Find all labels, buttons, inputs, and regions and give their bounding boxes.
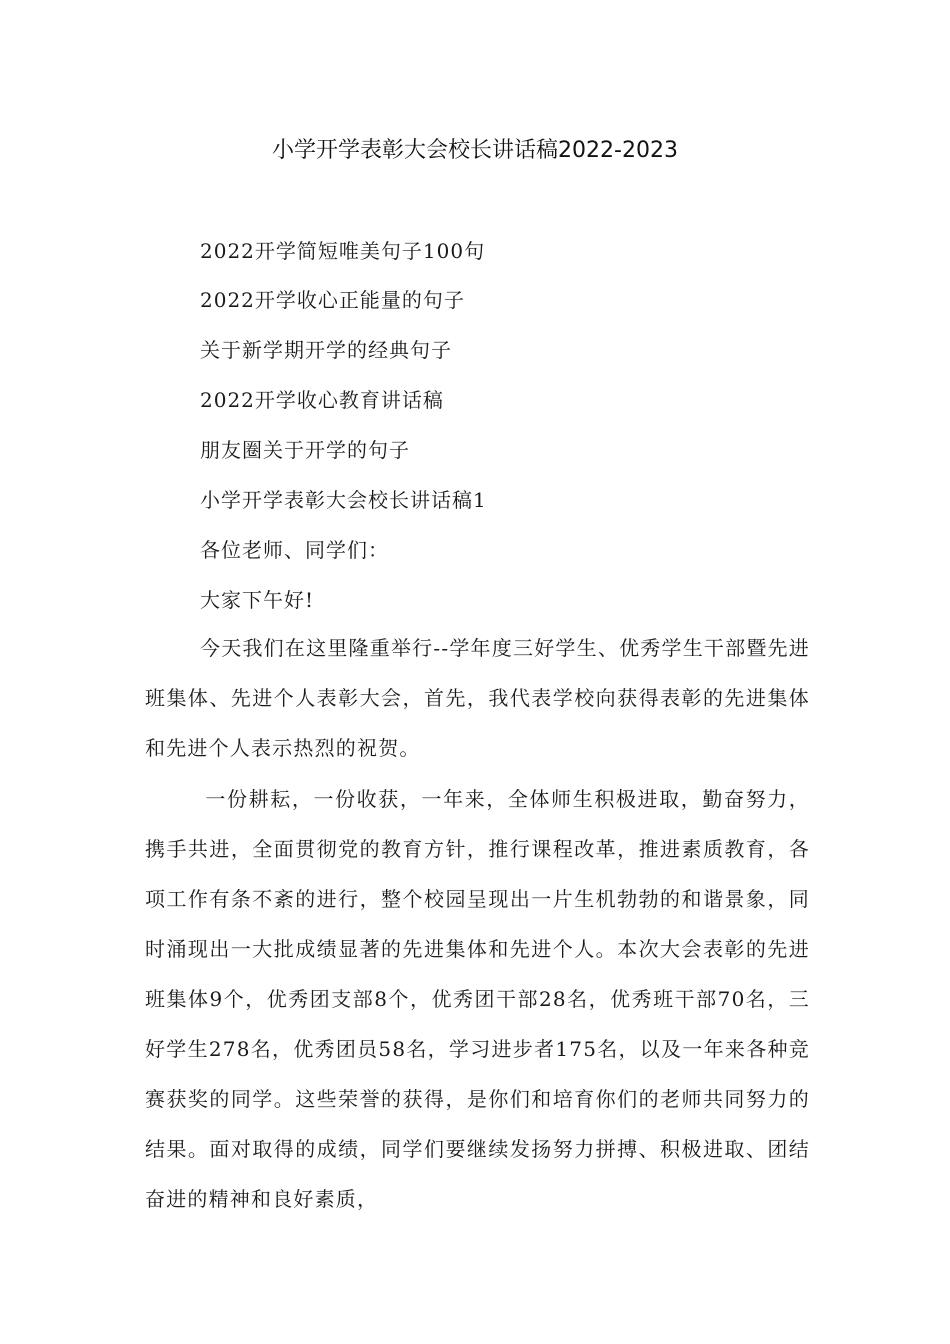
paragraph-1-text: 今天我们在这里隆重举行--学年度三好学生、优秀学生干部暨先进班集体、先进个人表彰大会，首先，我代表学校向获得表彰的先进集体和先进个人表示热烈的祝贺。 bbox=[145, 636, 810, 760]
link-item-4[interactable]: 2022开学收心教育讲话稿 bbox=[200, 388, 444, 412]
salutation: 各位老师、同学们： bbox=[200, 538, 389, 562]
document-title: 小学开学表彰大会校长讲话稿2022-2023 bbox=[272, 138, 678, 163]
link-item-3[interactable]: 关于新学期开学的经典句子 bbox=[200, 338, 452, 362]
section-heading: 小学开学表彰大会校长讲话稿1 bbox=[200, 488, 487, 512]
paragraph-2 bbox=[145, 774, 810, 1224]
paragraph-2-text: 一份耕耘，一份收获，一年来，全体师生积极进取，勤奋努力，携手共进，全面贯彻党的教育方针，推行课程改革，推进素质教育，各项工作有条不紊的进行，整个校园呈现出一片生机勃勃的和谐景象，同时涌现出一大批成绩显著的先进集体和先进个人。本次大会表彰的先进班集体9个，优秀团支部8个，优秀团干部28名，优秀班干部70名，三好学生278名，优秀团员58名，学习进步者175名，以及一年来各种竞赛获奖的同学。这些荣誉的获得，是你们和培育你们的老师共同努力的结果。面对取得的成绩，同学们要继续发扬努力拼搏、积极进取、团结奋进的精神和良好素质， bbox=[145, 787, 810, 1211]
link-item-2[interactable]: 2022开学收心正能量的句子 bbox=[200, 288, 465, 312]
paragraph-1 bbox=[145, 623, 810, 773]
greeting: 大家下午好! bbox=[200, 588, 315, 612]
link-item-1[interactable]: 2022开学简短唯美句子100句 bbox=[200, 239, 486, 263]
link-item-5[interactable]: 朋友圈关于开学的句子 bbox=[200, 438, 410, 462]
